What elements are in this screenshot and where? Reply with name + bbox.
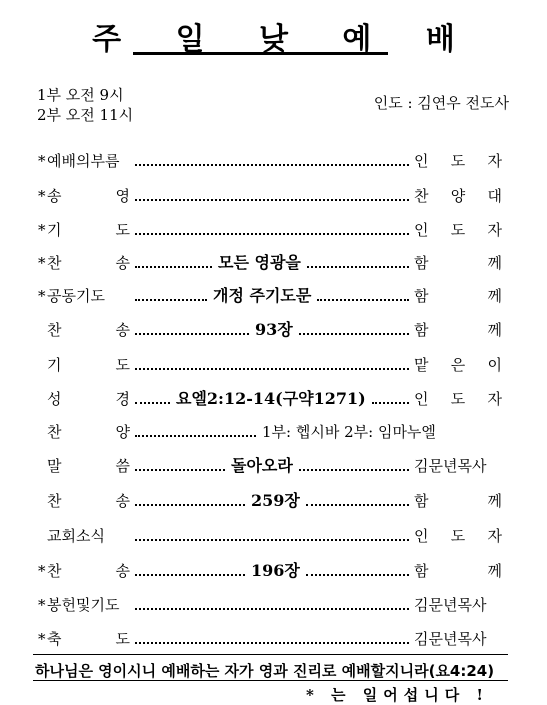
leader-dots xyxy=(135,469,225,471)
stand-marker: * xyxy=(38,596,46,614)
leader-dots xyxy=(307,266,409,268)
order-role: 찬 양 대 xyxy=(414,187,502,205)
leader-dots xyxy=(299,333,409,335)
order-label-text: 교회소식 xyxy=(47,527,105,545)
order-label-text: 봉헌및기도 xyxy=(47,596,120,614)
leader-dots xyxy=(135,608,409,610)
order-label-text: 찬 송 xyxy=(47,562,130,580)
order-label-text: 축 도 xyxy=(47,630,130,648)
order-label-text: 성 경 xyxy=(47,390,130,408)
title-underline xyxy=(133,52,388,55)
order-content: 요엘2:12-14(구약1271) xyxy=(176,389,366,408)
order-label-text: 찬 송 xyxy=(47,254,130,272)
divider-bottom xyxy=(33,680,508,681)
leader-dots xyxy=(135,199,409,201)
order-role: 인 도 자 xyxy=(414,527,502,545)
stand-marker: * xyxy=(38,630,46,648)
leader-dots xyxy=(135,539,409,541)
order-row xyxy=(0,215,547,245)
order-row xyxy=(0,590,547,620)
order-label-text: 말 씀 xyxy=(47,457,130,475)
order-content: 돌아오라 xyxy=(231,456,293,475)
order-row xyxy=(0,181,547,211)
order-content: 모든 영광을 xyxy=(218,253,301,272)
divider-top xyxy=(33,654,508,655)
order-content: 1부: 헵시바 2부: 임마누엘 xyxy=(262,423,436,441)
order-row xyxy=(0,556,547,586)
scripture-verse: 하나님은 영이시니 예배하는 자가 영과 진리로 예배할지니라(요4:24) xyxy=(35,662,495,680)
order-role: 맡 은 이 xyxy=(414,356,502,374)
leader-dots xyxy=(299,469,409,471)
order-role: 함 께 xyxy=(414,562,502,580)
order-label-text: 기 도 xyxy=(47,221,130,239)
order-row xyxy=(0,146,547,176)
leader-dots xyxy=(135,368,409,370)
order-row xyxy=(0,281,547,311)
order-role: 함 께 xyxy=(414,492,502,510)
leader-dots xyxy=(135,164,409,166)
service-time-2: 2부 오전 11시 xyxy=(37,106,134,124)
leader-dots xyxy=(317,299,409,301)
order-row xyxy=(0,624,547,654)
leader-dots xyxy=(306,504,409,506)
leader-dots xyxy=(135,233,409,235)
leader-dots xyxy=(135,574,245,576)
leader-dots xyxy=(306,574,409,576)
order-content: 259장 xyxy=(251,491,300,510)
order-row xyxy=(0,350,547,380)
leader-dots xyxy=(135,266,212,268)
order-role: 함 께 xyxy=(414,254,502,272)
order-role: 인 도 자 xyxy=(414,152,502,170)
order-label-text: 공동기도 xyxy=(47,287,105,305)
order-content: 개정 주기도문 xyxy=(213,286,312,305)
order-label-text: 기 도 xyxy=(47,356,130,374)
leader-dots xyxy=(135,402,170,404)
order-content: 196장 xyxy=(251,561,300,580)
stand-note: * 는 일어섭니다 ! xyxy=(305,686,489,704)
leader-dots xyxy=(135,435,256,437)
stand-marker: * xyxy=(38,221,46,239)
stand-marker: * xyxy=(38,152,46,170)
leader-dots xyxy=(372,402,409,404)
order-label-text: 송 영 xyxy=(47,187,130,205)
order-row xyxy=(0,248,547,278)
order-role: 김문년목사 xyxy=(414,457,487,475)
stand-marker: * xyxy=(38,287,46,305)
order-content: 93장 xyxy=(255,320,293,339)
order-role: 함 께 xyxy=(414,321,502,339)
leader-dots xyxy=(135,642,409,644)
order-label-text: 예배의부름 xyxy=(47,152,120,170)
order-row xyxy=(0,384,547,414)
order-label-text: 찬 양 xyxy=(47,423,130,441)
order-label-text: 찬 송 xyxy=(47,321,130,339)
order-role: 김문년목사 xyxy=(414,630,487,648)
order-label-text: 찬 송 xyxy=(47,492,130,510)
order-role: 함 께 xyxy=(414,287,502,305)
leader-dots xyxy=(135,299,207,301)
worship-leader: 인도 : 김연우 전도사 xyxy=(373,94,509,112)
leader-dots xyxy=(135,333,249,335)
service-time-1: 1부 오전 9시 xyxy=(37,86,124,104)
order-row xyxy=(0,486,547,516)
order-row xyxy=(0,315,547,345)
stand-marker: * xyxy=(38,187,46,205)
order-role: 인 도 자 xyxy=(414,390,502,408)
page-title: 주 일 낮 예 배 xyxy=(92,22,477,57)
order-row xyxy=(0,451,547,481)
stand-marker: * xyxy=(38,562,46,580)
order-row xyxy=(0,417,547,447)
leader-dots xyxy=(135,504,245,506)
order-row xyxy=(0,521,547,551)
order-role: 인 도 자 xyxy=(414,221,502,239)
order-role: 김문년목사 xyxy=(414,596,487,614)
stand-marker: * xyxy=(38,254,46,272)
